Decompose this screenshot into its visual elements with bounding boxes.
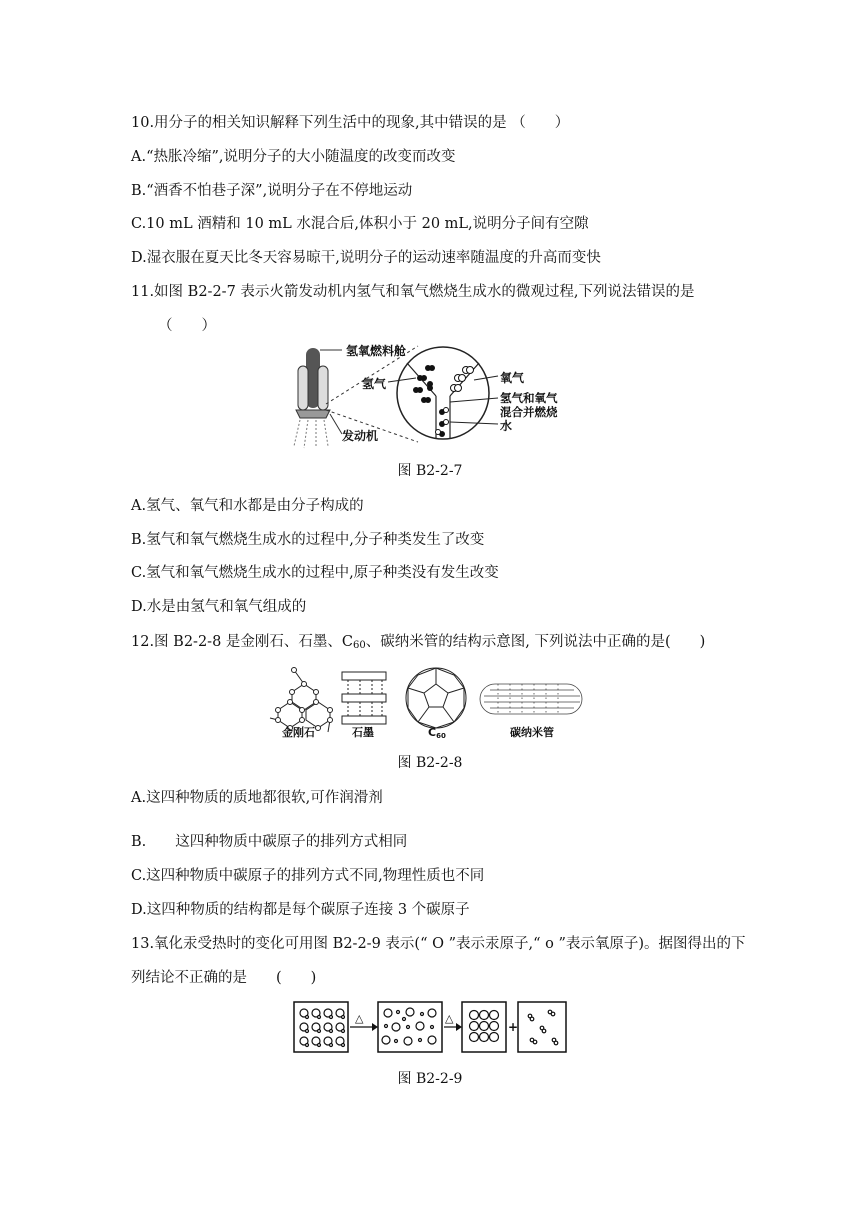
q10-option-a: A.“热胀冷缩”,说明分子的大小随温度的改变而改变 (131, 149, 456, 165)
q11-option-d: D.水是由氢气和氧气组成的 (131, 599, 307, 615)
q12-option-d: D.这四种物质的结构都是每个碳原子连接 3 个碳原子 (131, 902, 470, 918)
q12-option-a: A.这四种物质的质地都很软,可作润滑剂 (131, 790, 383, 806)
q13-stem-line2: 列结论不正确的是 ( ) (131, 970, 317, 986)
q10-option-d: D.湿衣服在夏天比冬天容易晾干,说明分子的运动速率随温度的升高而变快 (131, 250, 601, 266)
label-diamond: 金刚石 (282, 726, 315, 739)
figure-b2-2-9 (292, 1000, 570, 1056)
graphite-structure (342, 672, 386, 724)
label-graphite: 石墨 (352, 726, 374, 739)
q12-option-c: C.这四种物质中碳原子的排列方式不同,物理性质也不同 (131, 868, 485, 884)
heat-symbol-1: △ (355, 1012, 364, 1025)
plus-sign: + (508, 1020, 519, 1034)
q11-option-c: C.氢气和氧气燃烧生成水的过程中,原子种类没有发生改变 (131, 565, 499, 581)
label-nanotube: 碳纳米管 (510, 726, 554, 739)
label-oxygen: 氧气 (500, 371, 525, 385)
figure-caption-b2-2-9: 图 B2-2-9 (397, 1071, 463, 1087)
mercury-atoms (470, 1011, 499, 1042)
q11-stem-answer-blank: （ ） (158, 318, 216, 334)
q11-option-a: A.氢气、氧气和水都是由分子构成的 (131, 498, 364, 514)
figure-caption-b2-2-7: 图 B2-2-7 (397, 463, 463, 479)
q10-stem: 10.用分子的相关知识解释下列生活中的现象,其中错误的是 （ ） (131, 115, 570, 131)
q11-stem: 11.如图 B2-2-7 表示火箭发动机内氢气和氧气燃烧生成水的微观过程,下列说法错误的是 (131, 284, 695, 300)
q13-stem-line1: 13.氧化汞受热时的变化可用图 B2-2-9 表示(“ O ”表示汞原子,“ o ”表示氧原子)。据图得出的下 (131, 936, 746, 952)
figure-b2-2-7 (290, 338, 580, 453)
q10-option-b: B.“酒香不怕巷子深”,说明分子在不停地运动 (131, 183, 413, 199)
diamond-structure (270, 668, 333, 733)
q12-option-b: B. 这四种物质中碳原子的排列方式相同 (131, 834, 408, 850)
label-water: 水 (500, 419, 513, 433)
q11-option-b: B.氢气和氧气燃烧生成水的过程中,分子种类发生了改变 (131, 532, 485, 548)
figure-b2-2-8 (268, 662, 584, 742)
q12-stem: 12.图 B2-2-8 是金刚石、石墨、$C_{60}$、碳纳米管的结构示意图, 下列说法中正确的是( ) (131, 634, 706, 651)
figure-caption-b2-2-8: 图 B2-2-8 (397, 755, 463, 771)
rocket-icon (294, 348, 330, 448)
nanotube-structure (480, 684, 582, 714)
label-mix-line1: 氢气和氧气 (500, 391, 558, 405)
label-fuel-tank: 氢氧燃料舱 (346, 344, 407, 358)
label-mix-line2: 混合并燃烧 (500, 405, 558, 419)
c60-structure (406, 668, 466, 728)
label-hydrogen: 氢气 (362, 377, 387, 391)
heat-symbol-2: △ (445, 1012, 454, 1025)
label-c60: C60 (428, 726, 446, 740)
q10-option-c: C.10 mL 酒精和 10 mL 水混合后,体积小于 20 mL,说明分子间有空隙 (131, 216, 589, 232)
label-engine: 发动机 (342, 429, 379, 443)
